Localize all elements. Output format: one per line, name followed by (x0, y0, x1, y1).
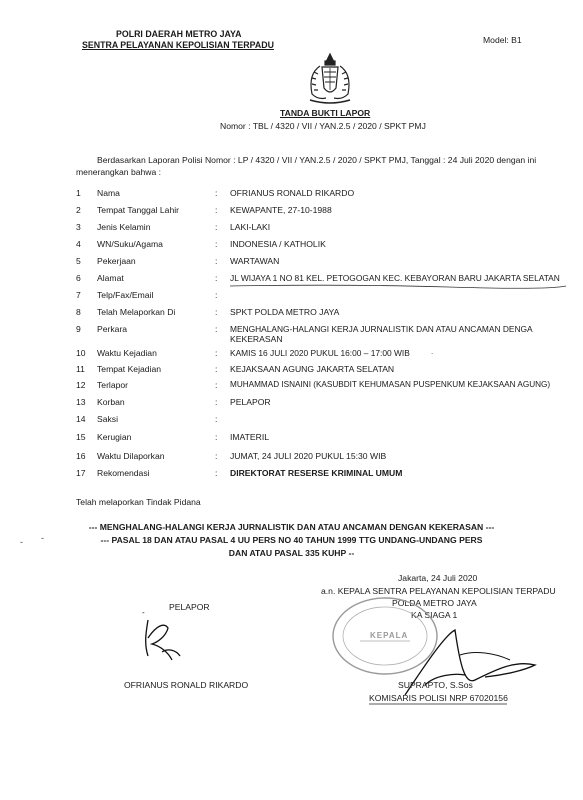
field-number: 16 (76, 451, 86, 461)
field-number: 9 (76, 324, 81, 334)
field-colon: : (215, 380, 218, 390)
field-colon: : (215, 348, 218, 358)
field-value: KEJAKSAAN AGUNG JAKARTA SELATAN (230, 364, 395, 374)
field-colon: : (215, 239, 218, 249)
field-number: 4 (76, 239, 81, 249)
signatory-title-2: POLDA METRO JAYA (392, 598, 477, 608)
field-row (0, 451, 583, 465)
intro-line-2: menerangkan bahwa : (76, 167, 162, 177)
field-value: SPKT POLDA METRO JAYA (230, 307, 340, 317)
field-value: IMATERIL (230, 432, 269, 442)
field-colon: : (215, 364, 218, 374)
field-label: Nama (97, 188, 120, 198)
field-colon: : (215, 256, 218, 266)
field-label: Waktu Kejadian (97, 348, 157, 358)
field-label: Waktu Dilaporkan (97, 451, 165, 461)
field-row (0, 239, 583, 253)
field-label: Telp/Fax/Email (97, 290, 154, 300)
field-number: 13 (76, 397, 86, 407)
field-row-continuation (0, 334, 583, 348)
field-colon: : (215, 414, 218, 424)
field-number: 10 (76, 348, 86, 358)
crime-line-1: --- MENGHALANG-HALANGI KERJA JURNALISTIK DAN ATAU ANCAMAN DENGAN KEKERASAN --- (88, 522, 495, 532)
field-value: PELAPOR (230, 397, 271, 407)
field-colon: : (215, 307, 218, 317)
mark-dash: - (142, 608, 145, 617)
field-colon: : (215, 290, 218, 300)
page-mark: - (41, 533, 44, 543)
org-line-1: POLRI DAERAH METRO JAYA (116, 29, 242, 39)
field-value: DIREKTORAT RESERSE KRIMINAL UMUM (230, 468, 403, 478)
field-value: JUMAT, 24 JULI 2020 PUKUL 15:30 WIB (230, 451, 387, 461)
address-underline (228, 283, 568, 291)
field-number: 7 (76, 290, 81, 300)
field-number: 15 (76, 432, 86, 442)
field-label: Perkara (97, 324, 128, 334)
page-mark: - (20, 537, 23, 547)
stamp-text: KEPALA (370, 631, 409, 640)
field-number: 14 (76, 414, 86, 424)
field-row (0, 414, 583, 428)
field-row (0, 256, 583, 270)
crime-line-3: DAN ATAU PASAL 335 KUHP -- (228, 548, 355, 558)
field-colon: : (215, 432, 218, 442)
field-number: 8 (76, 307, 81, 317)
field-number: 3 (76, 222, 81, 232)
reporter-label: PELAPOR (169, 602, 210, 612)
field-value: KAMIS 16 JULI 2020 PUKUL 16:00 – 17:00 WIB (230, 348, 410, 358)
document-number: Nomor : TBL / 4320 / VII / YAN.2.5 / 2020 / SPKT PMJ (220, 121, 426, 131)
model-label: Model: B1 (483, 35, 522, 45)
field-label: Korban (97, 397, 125, 407)
field-row (0, 380, 583, 394)
field-number: 11 (76, 364, 85, 374)
field-value-continuation: KEKERASAN (230, 334, 283, 344)
field-value: INDONESIA / KATHOLIK (230, 239, 326, 249)
signatory-title-3: KA SIAGA 1 (411, 610, 458, 620)
reporter-signature (138, 612, 188, 664)
field-row (0, 397, 583, 411)
field-row (0, 348, 583, 362)
field-value: JL WIJAYA 1 NO 81 KEL. PETOGOGAN KEC. KEBAYORAN BARU JAKARTA SELATAN (230, 273, 560, 283)
field-colon: : (215, 222, 218, 232)
field-colon: : (215, 451, 218, 461)
field-number: 5 (76, 256, 81, 266)
field-value: KEWAPANTE, 27-10-1988 (230, 205, 332, 215)
field-row (0, 205, 583, 219)
field-colon: : (215, 273, 218, 283)
field-label: Rekomendasi (97, 468, 150, 478)
field-value: LAKI-LAKI (230, 222, 271, 232)
field-colon: : (215, 324, 218, 334)
signatory-title-1: a.n. KEPALA SENTRA PELAYANAN KEPOLISIAN TERPADU (321, 586, 556, 596)
field-value: MUHAMMAD ISNAINI (KASUBDIT KEHUMASAN PUSPENKUM KEJAKSAAN AGUNG) (230, 380, 551, 389)
field-number: 2 (76, 205, 81, 215)
field-value: MENGHALANG-HALANGI KERJA JURNALISTIK DAN ATAU ANCAMAN DENGA (230, 324, 533, 334)
field-number: 12 (76, 380, 86, 390)
field-label: Alamat (97, 273, 124, 283)
field-label: Jenis Kelamin (97, 222, 151, 232)
field-colon: : (215, 468, 218, 478)
field-row (0, 188, 583, 202)
field-row (0, 222, 583, 236)
field-colon: : (215, 397, 218, 407)
reporter-name: OFRIANUS RONALD RIKARDO (124, 680, 249, 690)
field-number: 6 (76, 273, 81, 283)
signatory-underline (369, 703, 509, 707)
place-date: Jakarta, 24 Juli 2020 (398, 573, 478, 583)
field-number: 1 (76, 188, 81, 198)
field-value: OFRIANUS RONALD RIKARDO (230, 188, 355, 198)
reported-label: Telah melaporkan Tindak Pidana (76, 497, 201, 507)
intro-line-1: Berdasarkan Laporan Polisi Nomor : LP / 4320 / VII / YAN.2.5 / 2020 / SPKT PMJ, Tanggal : 24 Juli 2020 dengan ini (97, 155, 537, 165)
field-value: WARTAWAN (230, 256, 280, 266)
field-label: Tempat Kejadian (97, 364, 162, 374)
field-label: Saksi (97, 414, 119, 424)
field-label: Terlapor (97, 380, 129, 390)
field-label: Telah Melaporkan Di (97, 307, 176, 317)
field-label: WN/Suku/Agama (97, 239, 163, 249)
signatory-name: SUPRAPTO, S.Sos (398, 680, 473, 690)
field-row (0, 290, 583, 304)
field-label: Pekerjaan (97, 256, 136, 266)
field-row (0, 307, 583, 321)
field-label: Tempat Tanggal Lahir (97, 205, 180, 215)
signatory-rank: KOMISARIS POLISI NRP 67020156 (369, 693, 508, 703)
page-mark: . (431, 347, 434, 356)
crime-line-2: --- PASAL 18 DAN ATAU PASAL 4 UU PERS NO 40 TAHUN 1999 TTG UNDANG-UNDANG PERS (100, 535, 483, 545)
field-row (0, 364, 583, 378)
org-line-2: SENTRA PELAYANAN KEPOLISIAN TERPADU (82, 40, 274, 50)
field-row (0, 468, 583, 482)
field-row (0, 432, 583, 446)
police-emblem-icon (300, 50, 360, 106)
field-label: Kerugian (97, 432, 132, 442)
field-colon: : (215, 188, 218, 198)
field-number: 17 (76, 468, 86, 478)
document-title: TANDA BUKTI LAPOR (280, 108, 371, 118)
field-colon: : (215, 205, 218, 215)
